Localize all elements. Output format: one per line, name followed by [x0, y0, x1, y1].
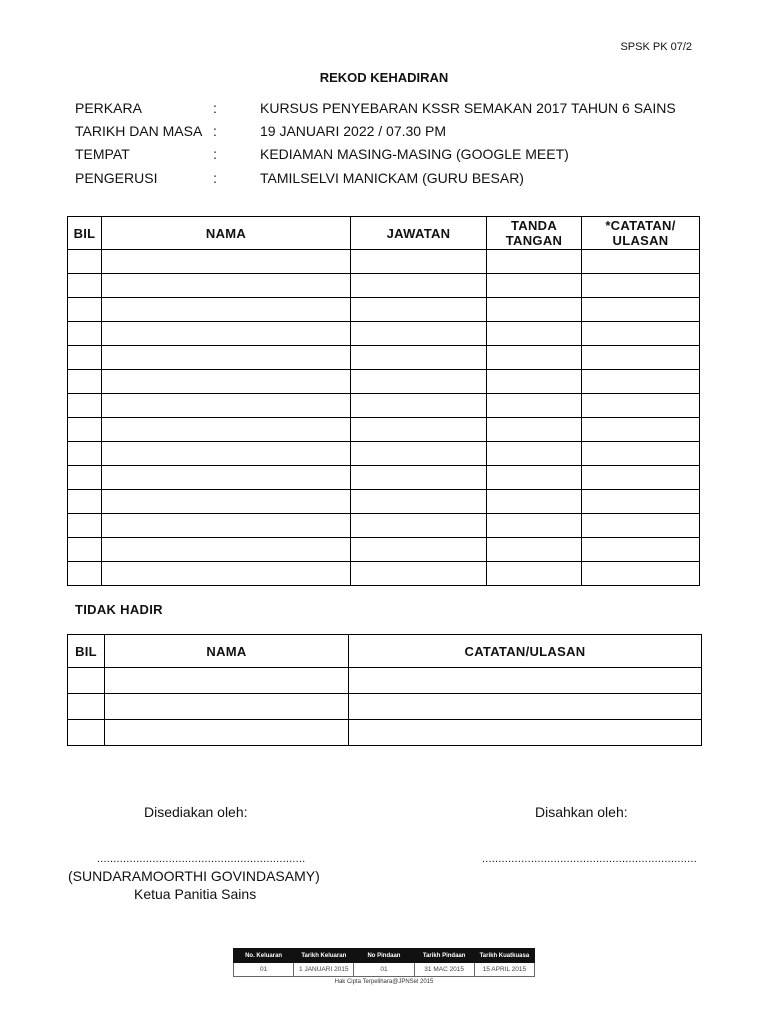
attendance-header-row — [68, 217, 700, 250]
empty-cell[interactable] — [102, 514, 351, 538]
rev-value: 1 JANUARI 2015 — [294, 963, 354, 977]
empty-cell[interactable] — [487, 370, 582, 394]
rev-value: 15 APRIL 2015 — [474, 963, 534, 977]
empty-cell[interactable] — [487, 538, 582, 562]
info-row-tarikh — [0, 123, 768, 141]
empty-cell[interactable] — [487, 394, 582, 418]
info-label: TEMPAT — [75, 146, 130, 162]
info-value: TAMILSELVI MANICKAM (GURU BESAR) — [260, 170, 524, 186]
header-catatan-line1: *CATATAN/ — [605, 218, 676, 233]
empty-cell[interactable] — [351, 274, 487, 298]
table-row — [68, 694, 702, 720]
table-row — [68, 394, 700, 418]
table-row — [68, 490, 700, 514]
table-row — [68, 514, 700, 538]
info-value: KURSUS PENYEBARAN KSSR SEMAKAN 2017 TAHUN 6 SAINS — [260, 100, 676, 116]
empty-cell[interactable] — [582, 394, 700, 418]
empty-cell[interactable] — [102, 394, 351, 418]
empty-cell[interactable] — [105, 720, 349, 746]
empty-cell[interactable] — [102, 490, 351, 514]
empty-cell[interactable] — [102, 562, 351, 586]
info-colon: : — [213, 146, 217, 162]
empty-cell[interactable] — [582, 514, 700, 538]
empty-cell[interactable] — [582, 466, 700, 490]
rev-value: 31 MAC 2015 — [414, 963, 474, 977]
header-catatan — [582, 217, 700, 250]
header-nama: NAMA — [102, 217, 351, 250]
empty-cell[interactable] — [68, 694, 105, 720]
absent-table — [67, 634, 702, 746]
empty-cell[interactable] — [351, 250, 487, 274]
empty-cell[interactable] — [68, 720, 105, 746]
empty-cell[interactable] — [582, 490, 700, 514]
empty-cell[interactable] — [68, 394, 102, 418]
empty-cell[interactable] — [351, 298, 487, 322]
empty-cell[interactable] — [102, 274, 351, 298]
info-row-pengerusi — [0, 170, 768, 188]
empty-cell[interactable] — [487, 442, 582, 466]
empty-cell[interactable] — [68, 668, 105, 694]
info-colon: : — [213, 123, 217, 139]
empty-cell[interactable] — [68, 442, 102, 466]
empty-cell[interactable] — [487, 466, 582, 490]
empty-cell[interactable] — [68, 274, 102, 298]
table-row — [68, 538, 700, 562]
table-row — [68, 562, 700, 586]
revision-header-row — [234, 949, 535, 963]
table-row — [68, 298, 700, 322]
empty-cell[interactable] — [351, 322, 487, 346]
empty-cell[interactable] — [105, 668, 349, 694]
header-catatan-line2: ULASAN — [612, 233, 669, 248]
empty-cell[interactable] — [68, 298, 102, 322]
empty-cell[interactable] — [582, 538, 700, 562]
info-row-perkara — [0, 100, 768, 118]
empty-cell[interactable] — [351, 490, 487, 514]
table-row — [68, 346, 700, 370]
empty-cell[interactable] — [68, 346, 102, 370]
tidak-hadir-heading: TIDAK HADIR — [75, 602, 163, 617]
rev-header: No Pindaan — [354, 949, 414, 963]
empty-cell[interactable] — [351, 418, 487, 442]
prepared-by-title: Ketua Panitia Sains — [134, 886, 257, 902]
empty-cell[interactable] — [351, 562, 487, 586]
empty-cell[interactable] — [102, 298, 351, 322]
approved-by-label: Disahkan oleh: — [535, 804, 628, 820]
empty-cell[interactable] — [349, 668, 702, 694]
revision-table — [233, 948, 535, 977]
empty-cell[interactable] — [351, 442, 487, 466]
empty-cell[interactable] — [68, 418, 102, 442]
empty-cell[interactable] — [487, 514, 582, 538]
empty-cell[interactable] — [68, 538, 102, 562]
rev-value: 01 — [234, 963, 294, 977]
empty-cell[interactable] — [68, 562, 102, 586]
empty-cell[interactable] — [487, 490, 582, 514]
table-row — [68, 466, 700, 490]
empty-cell[interactable] — [102, 442, 351, 466]
empty-cell[interactable] — [102, 346, 351, 370]
empty-cell[interactable] — [351, 370, 487, 394]
empty-cell[interactable] — [68, 250, 102, 274]
empty-cell[interactable] — [582, 370, 700, 394]
empty-cell[interactable] — [487, 274, 582, 298]
prepared-signature-line: ................................................................ — [97, 853, 306, 865]
attendance-body — [68, 250, 700, 586]
empty-cell[interactable] — [102, 418, 351, 442]
empty-cell[interactable] — [349, 720, 702, 746]
header-tanda-line2: TANGAN — [505, 233, 563, 248]
info-value: 19 JANUARI 2022 / 07.30 PM — [260, 123, 446, 139]
empty-cell[interactable] — [582, 298, 700, 322]
header-tanda-tangan — [487, 217, 582, 250]
empty-cell[interactable] — [582, 562, 700, 586]
empty-cell[interactable] — [68, 514, 102, 538]
rev-header: Tarikh Kuatkuasa — [474, 949, 534, 963]
table-row — [68, 720, 702, 746]
empty-cell[interactable] — [102, 466, 351, 490]
empty-cell[interactable] — [105, 694, 349, 720]
empty-cell[interactable] — [582, 274, 700, 298]
absent-header-row — [68, 635, 702, 668]
table-row — [68, 442, 700, 466]
rev-header: Tarikh Keluaran — [294, 949, 354, 963]
info-colon: : — [213, 170, 217, 186]
table-row — [68, 668, 702, 694]
info-label: TARIKH DAN MASA — [75, 123, 203, 139]
empty-cell[interactable] — [68, 370, 102, 394]
page-title: REKOD KEHADIRAN — [319, 70, 449, 85]
rev-header: No. Keluaran — [234, 949, 294, 963]
empty-cell[interactable] — [487, 562, 582, 586]
empty-cell[interactable] — [102, 538, 351, 562]
info-label: PENGERUSI — [75, 170, 158, 186]
absent-header-nama: NAMA — [105, 635, 349, 668]
approved-signature-line: .................................................................. — [482, 853, 697, 865]
table-row — [68, 418, 700, 442]
info-colon: : — [213, 100, 217, 116]
absent-body — [68, 668, 702, 746]
header-jawatan: JAWATAN — [351, 217, 487, 250]
empty-cell[interactable] — [102, 250, 351, 274]
empty-cell[interactable] — [102, 370, 351, 394]
empty-cell[interactable] — [68, 466, 102, 490]
empty-cell[interactable] — [351, 394, 487, 418]
empty-cell[interactable] — [351, 538, 487, 562]
header-tanda-line1: TANDA — [510, 218, 558, 233]
rev-value: 01 — [354, 963, 414, 977]
copyright: Hak Cipta Terpelihara@JPNSel 2015 — [334, 979, 434, 985]
rev-header: Tarikh Pindaan — [414, 949, 474, 963]
table-row — [68, 274, 700, 298]
prepared-by-label: Disediakan oleh: — [144, 804, 248, 820]
empty-cell[interactable] — [487, 322, 582, 346]
info-value: KEDIAMAN MASING-MASING (GOOGLE MEET) — [260, 146, 569, 162]
empty-cell[interactable] — [68, 322, 102, 346]
empty-cell[interactable] — [582, 322, 700, 346]
empty-cell[interactable] — [487, 250, 582, 274]
table-row — [68, 370, 700, 394]
attendance-table — [67, 216, 700, 586]
header-bil: BIL — [68, 217, 102, 250]
absent-header-catatan: CATATAN/ULASAN — [349, 635, 702, 668]
empty-cell[interactable] — [351, 346, 487, 370]
prepared-by-name: (SUNDARAMOORTHI GOVINDASAMY) — [68, 868, 320, 884]
table-row — [68, 250, 700, 274]
revision-value-row — [234, 963, 535, 977]
empty-cell[interactable] — [582, 442, 700, 466]
empty-cell[interactable] — [351, 514, 487, 538]
absent-header-bil: BIL — [68, 635, 105, 668]
document-code: SPSK PK 07/2 — [620, 41, 692, 53]
empty-cell[interactable] — [582, 346, 700, 370]
empty-cell[interactable] — [487, 346, 582, 370]
empty-cell[interactable] — [102, 322, 351, 346]
empty-cell[interactable] — [582, 250, 700, 274]
info-row-tempat — [0, 146, 768, 164]
info-label: PERKARA — [75, 100, 142, 116]
empty-cell[interactable] — [349, 694, 702, 720]
empty-cell[interactable] — [351, 466, 487, 490]
empty-cell[interactable] — [582, 418, 700, 442]
empty-cell[interactable] — [487, 418, 582, 442]
table-row — [68, 322, 700, 346]
empty-cell[interactable] — [487, 298, 582, 322]
empty-cell[interactable] — [68, 490, 102, 514]
